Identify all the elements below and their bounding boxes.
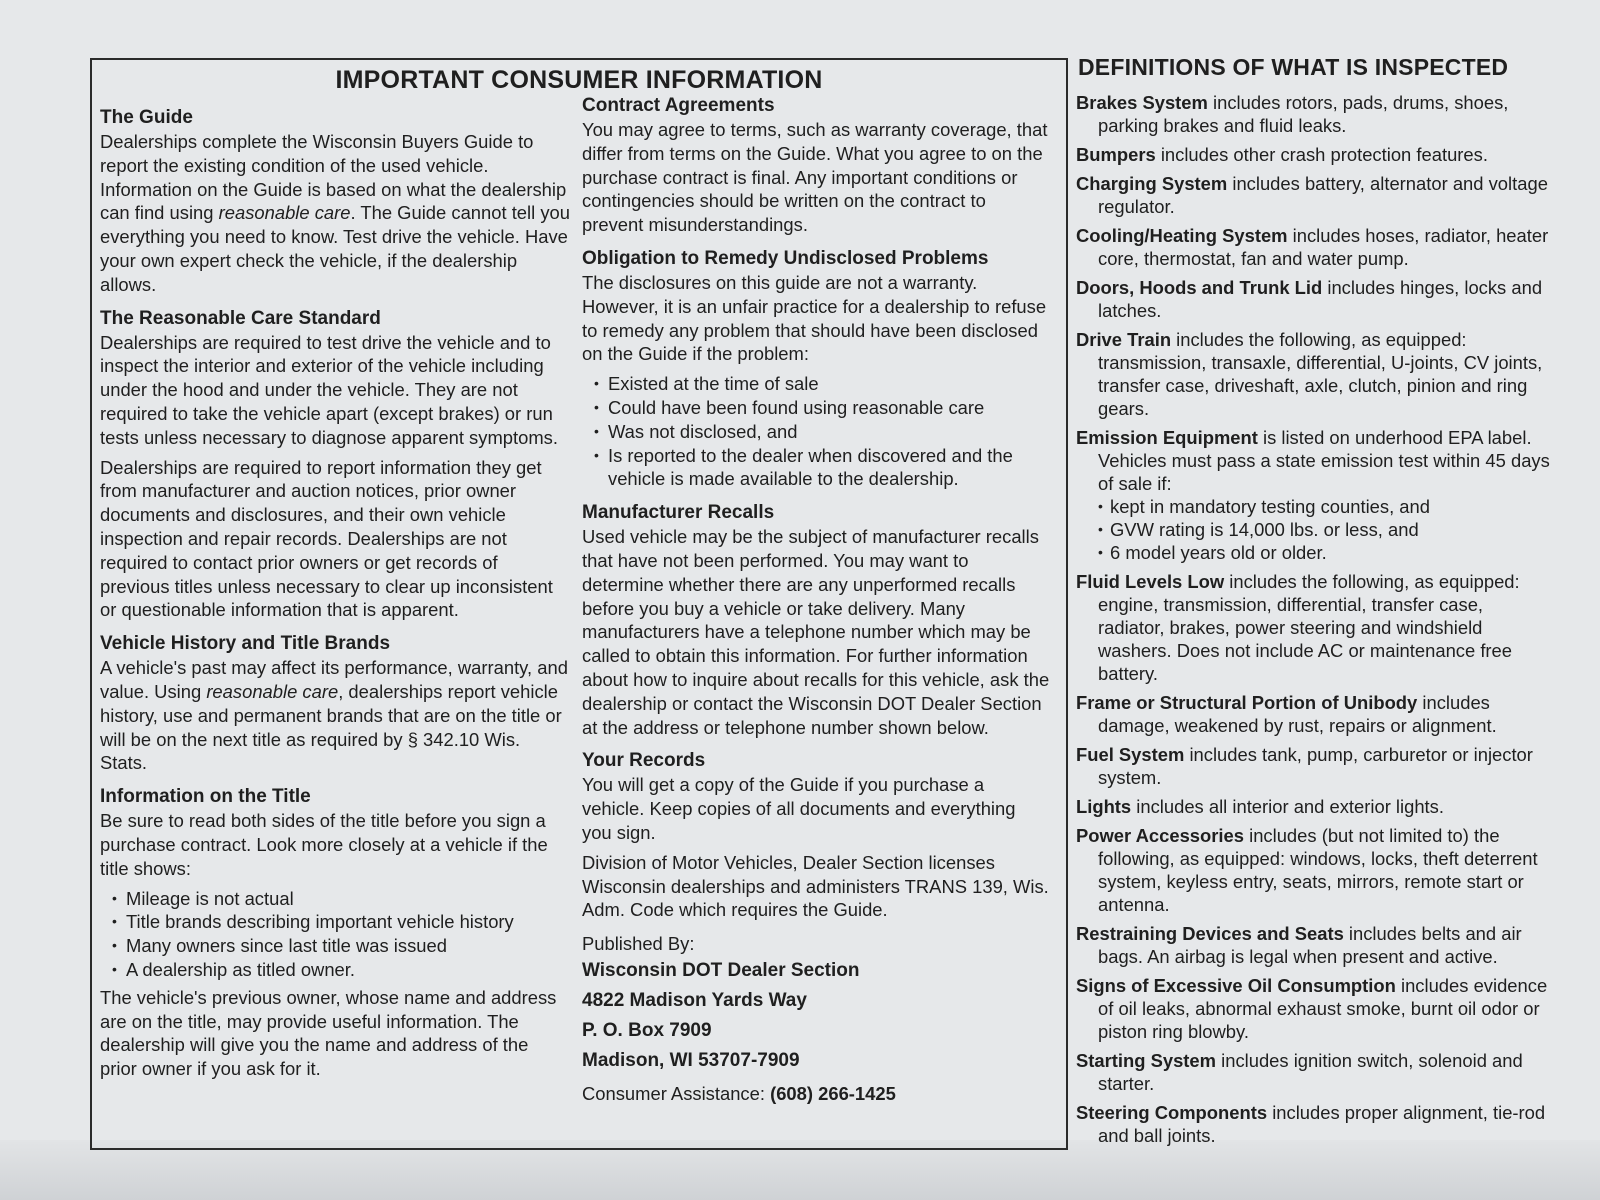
section-text <box>100 656 570 775</box>
definition-text: includes hinges, locks and latches. <box>1098 277 1543 321</box>
definition-item <box>1076 224 1552 270</box>
definition-text: includes proper alignment, tie-rod and ball joints. <box>1098 1102 1546 1146</box>
text-part: . The Guide cannot tell you everything you need to know. Test drive the vehicle. Have your own expert check the vehicle, if the dealership allows. <box>100 202 570 295</box>
definition-item <box>1076 172 1552 218</box>
definition-item <box>1076 824 1552 916</box>
definition-term: Drive Train <box>1076 329 1172 350</box>
section-text: Dealerships are required to report information they get from manufacturer and auction notices, prior owner documents and disclosures, and their own vehicle inspection and repair records. Dealerships are not required to contact prior owners or get records of previous titles unless necessary to clear up inconsistent or questionable information that is apparent. <box>100 456 553 621</box>
section-obligation <box>582 247 1050 491</box>
middle-column <box>582 94 1050 1106</box>
definition-text: includes the following, as equipped: engine, transmission, differential, transfer case, radiator, brakes, power steering and windshield washers. Does not include AC or maintenance free battery. <box>1098 571 1520 684</box>
section-heading: The Guide <box>100 107 193 128</box>
section-text: Used vehicle may be the subject of manufacturer recalls that have not been performed. You may want to determine whether there are any unperformed recalls before you buy a vehicle or take delivery. Many manufacturers have a telephone number which may be called to obtain this information. For further information about how to inquire about recalls for this vehicle, ask the dealership or contact the Wisconsin DOT Dealer Section at the address or telephone number shown below. <box>582 526 1050 738</box>
definition-term: Frame or Structural Portion of Unibody <box>1076 692 1418 713</box>
published-by-block <box>582 932 1050 1106</box>
text-part: Dealerships complete the Wisconsin Buyers Guide to report the existing condition of the used vehicle. Information on the Guide is based on what the dealership can find using <box>100 131 567 224</box>
definition-item <box>1076 1049 1552 1095</box>
definition-text: includes all interior and exterior lights. <box>1131 796 1444 817</box>
definition-term: Starting System <box>1076 1050 1217 1071</box>
text-part: , dealerships report vehicle history, use and permanent brands that are on the title or will be on the next title as required by § 342.10 Wis. Stats. <box>100 680 562 774</box>
consumer-info-box <box>90 58 1068 1150</box>
definition-term: Doors, Hoods and Trunk Lid <box>1076 277 1323 298</box>
definition-text: includes battery, alternator and voltage regulator. <box>1098 173 1548 217</box>
section-text: Be sure to read both sides of the title before you sign a purchase contract. Look more closely at a vehicle if the title shows: <box>100 810 548 879</box>
definition-term: Brakes System <box>1076 92 1208 113</box>
definition-text: includes rotors, pads, drums, shoes, parking brakes and fluid leaks. <box>1098 92 1509 136</box>
published-by-label: Published By: <box>582 933 695 955</box>
list-item: • Is reported to the dealer when discovered and the vehicle is made available to the dealership. <box>598 444 1050 492</box>
section-reasonable-care <box>100 307 570 623</box>
definition-text: includes the following, as equipped: transmission, transaxle, differential, U-joints, CV joints, transfer case, driveshaft, axle, clutch, pinion and ring gears. <box>1098 329 1543 419</box>
section-the-guide <box>100 106 570 297</box>
section-text: The vehicle's previous owner, whose name and address are on the title, may provide useful information. The dealership will give you the name and address of the prior owner if you ask for it. <box>100 986 557 1080</box>
definition-term: Lights <box>1076 796 1132 817</box>
definition-term: Steering Components <box>1076 1102 1268 1123</box>
consumer-assistance <box>582 1082 1050 1106</box>
publisher-street: 4822 Madison Yards Way <box>582 989 807 1011</box>
definition-item <box>1076 570 1552 685</box>
section-text: You will get a copy of the Guide if you purchase a vehicle. Keep copies of all documents and everything you sign. <box>582 774 1016 843</box>
section-heading: Vehicle History and Title Brands <box>100 633 391 655</box>
section-heading: Obligation to Remedy Undisclosed Problems <box>582 247 989 269</box>
definition-text: is listed on underhood EPA label. Vehicles must pass a state emission test within 45 days of sale if: <box>1098 427 1550 494</box>
publisher-name: Wisconsin DOT Dealer Section <box>582 959 860 981</box>
assistance-phone: (608) 266-1425 <box>770 1082 896 1104</box>
definition-item <box>1076 91 1552 137</box>
emphasis-text: reasonable care <box>206 680 339 702</box>
emphasis-text: reasonable care <box>218 202 351 224</box>
definition-term: Signs of Excessive Oil Consumption <box>1076 975 1396 996</box>
assistance-label: Consumer Assistance: <box>582 1082 771 1104</box>
definition-item <box>1076 276 1552 322</box>
section-text <box>100 130 570 297</box>
section-title-info <box>100 785 570 1081</box>
definition-item <box>1076 795 1552 818</box>
section-vehicle-history <box>100 632 570 775</box>
definition-term: Bumpers <box>1076 144 1156 165</box>
section-heading: Your Records <box>582 750 706 772</box>
definition-term: Fluid Levels Low <box>1076 571 1225 592</box>
left-column <box>100 106 570 1091</box>
definition-item <box>1076 426 1552 564</box>
definition-text: includes belts and air bags. An airbag is legal when present and active. <box>1098 923 1522 967</box>
definition-text: includes (but not limited to) the following, as equipped: windows, locks, theft deterrent system, keyless entry, seats, mirrors, remote start or antenna. <box>1098 825 1538 915</box>
definition-item <box>1076 743 1552 789</box>
section-text: You may agree to terms, such as warranty coverage, that differ from terms on the Guide. What you agree to on the purchase contract is final. Any important conditions or contingencies should be written on the contract to prevent misunderstandings. <box>582 119 1048 236</box>
list-item: • Title brands describing important vehicle history <box>116 910 570 934</box>
text-part: A vehicle's past may affect its performance, warranty, and value. Using <box>100 657 568 702</box>
definition-text: includes ignition switch, solenoid and starter. <box>1098 1050 1523 1094</box>
definition-term: Emission Equipment <box>1076 427 1258 448</box>
section-heading: The Reasonable Care Standard <box>100 307 381 329</box>
emission-bullet-list <box>1098 495 1552 564</box>
list-item: • Mileage is not actual <box>116 887 570 911</box>
list-item: • A dealership as titled owner. <box>116 958 570 982</box>
definition-term: Power Accessories <box>1076 825 1244 846</box>
section-recalls <box>582 501 1050 739</box>
definition-item <box>1076 922 1552 968</box>
definition-text: includes other crash protection features. <box>1155 144 1488 165</box>
section-text: Dealerships are required to test drive the vehicle and to inspect the interior and exterior of the vehicle including under the hood and under the vehicle. They are not required to take the vehicle apart (except brakes) or run tests unless necessary to diagnose apparent symptoms. <box>100 331 558 448</box>
definition-text: includes hoses, radiator, heater core, thermostat, fan and water pump. <box>1098 225 1549 269</box>
definition-item <box>1076 143 1552 166</box>
definition-item <box>1076 1101 1552 1147</box>
list-item: • Could have been found using reasonable care <box>598 396 1050 420</box>
definition-term: Cooling/Heating System <box>1076 225 1288 246</box>
section-heading: Manufacturer Recalls <box>582 502 775 524</box>
consumer-info-title: IMPORTANT CONSUMER INFORMATION <box>335 66 823 94</box>
section-heading: Information on the Title <box>100 786 311 808</box>
definition-item <box>1076 691 1552 737</box>
publisher-city: Madison, WI 53707-7909 <box>582 1049 800 1071</box>
publisher-po-box: P. O. Box 7909 <box>582 1019 712 1041</box>
definition-text: includes tank, pump, carburetor or injector system. <box>1098 744 1533 788</box>
definition-term: Fuel System <box>1076 744 1185 765</box>
definition-item <box>1076 974 1552 1043</box>
section-heading: Contract Agreements <box>582 95 775 116</box>
list-item: • Existed at the time of sale <box>598 372 1050 396</box>
definitions-panel <box>1076 56 1552 1153</box>
definition-item <box>1076 328 1552 420</box>
section-contract <box>582 94 1050 237</box>
title-bullet-list <box>100 887 570 982</box>
definition-term: Charging System <box>1076 173 1228 194</box>
obligation-bullet-list <box>582 372 1050 491</box>
list-item: • 6 model years old or older. <box>1098 541 1552 564</box>
list-item: • Many owners since last title was issued <box>116 934 570 958</box>
section-text: The disclosures on this guide are not a warranty. However, it is an unfair practice for a dealership to refuse to remedy any problem that should have been disclosed on the Guide if the problem: <box>582 271 1047 365</box>
definition-text: includes damage, weakened by rust, repairs or alignment. <box>1098 692 1497 736</box>
section-text: Division of Motor Vehicles, Dealer Section licenses Wisconsin dealerships and administers TRANS 139, Wis. Adm. Code which requires the Guide. <box>582 851 1049 921</box>
definitions-title: DEFINITIONS OF WHAT IS INSPECTED <box>1078 54 1509 80</box>
definition-text: includes evidence of oil leaks, abnormal exhaust smoke, burnt oil odor or piston ring blowby. <box>1098 975 1548 1042</box>
definition-term: Restraining Devices and Seats <box>1076 923 1344 944</box>
list-item: • GVW rating is 14,000 lbs. or less, and <box>1098 518 1552 541</box>
section-records <box>582 749 1050 922</box>
list-item: • kept in mandatory testing counties, and <box>1098 495 1552 518</box>
list-item: • Was not disclosed, and <box>598 420 1050 444</box>
